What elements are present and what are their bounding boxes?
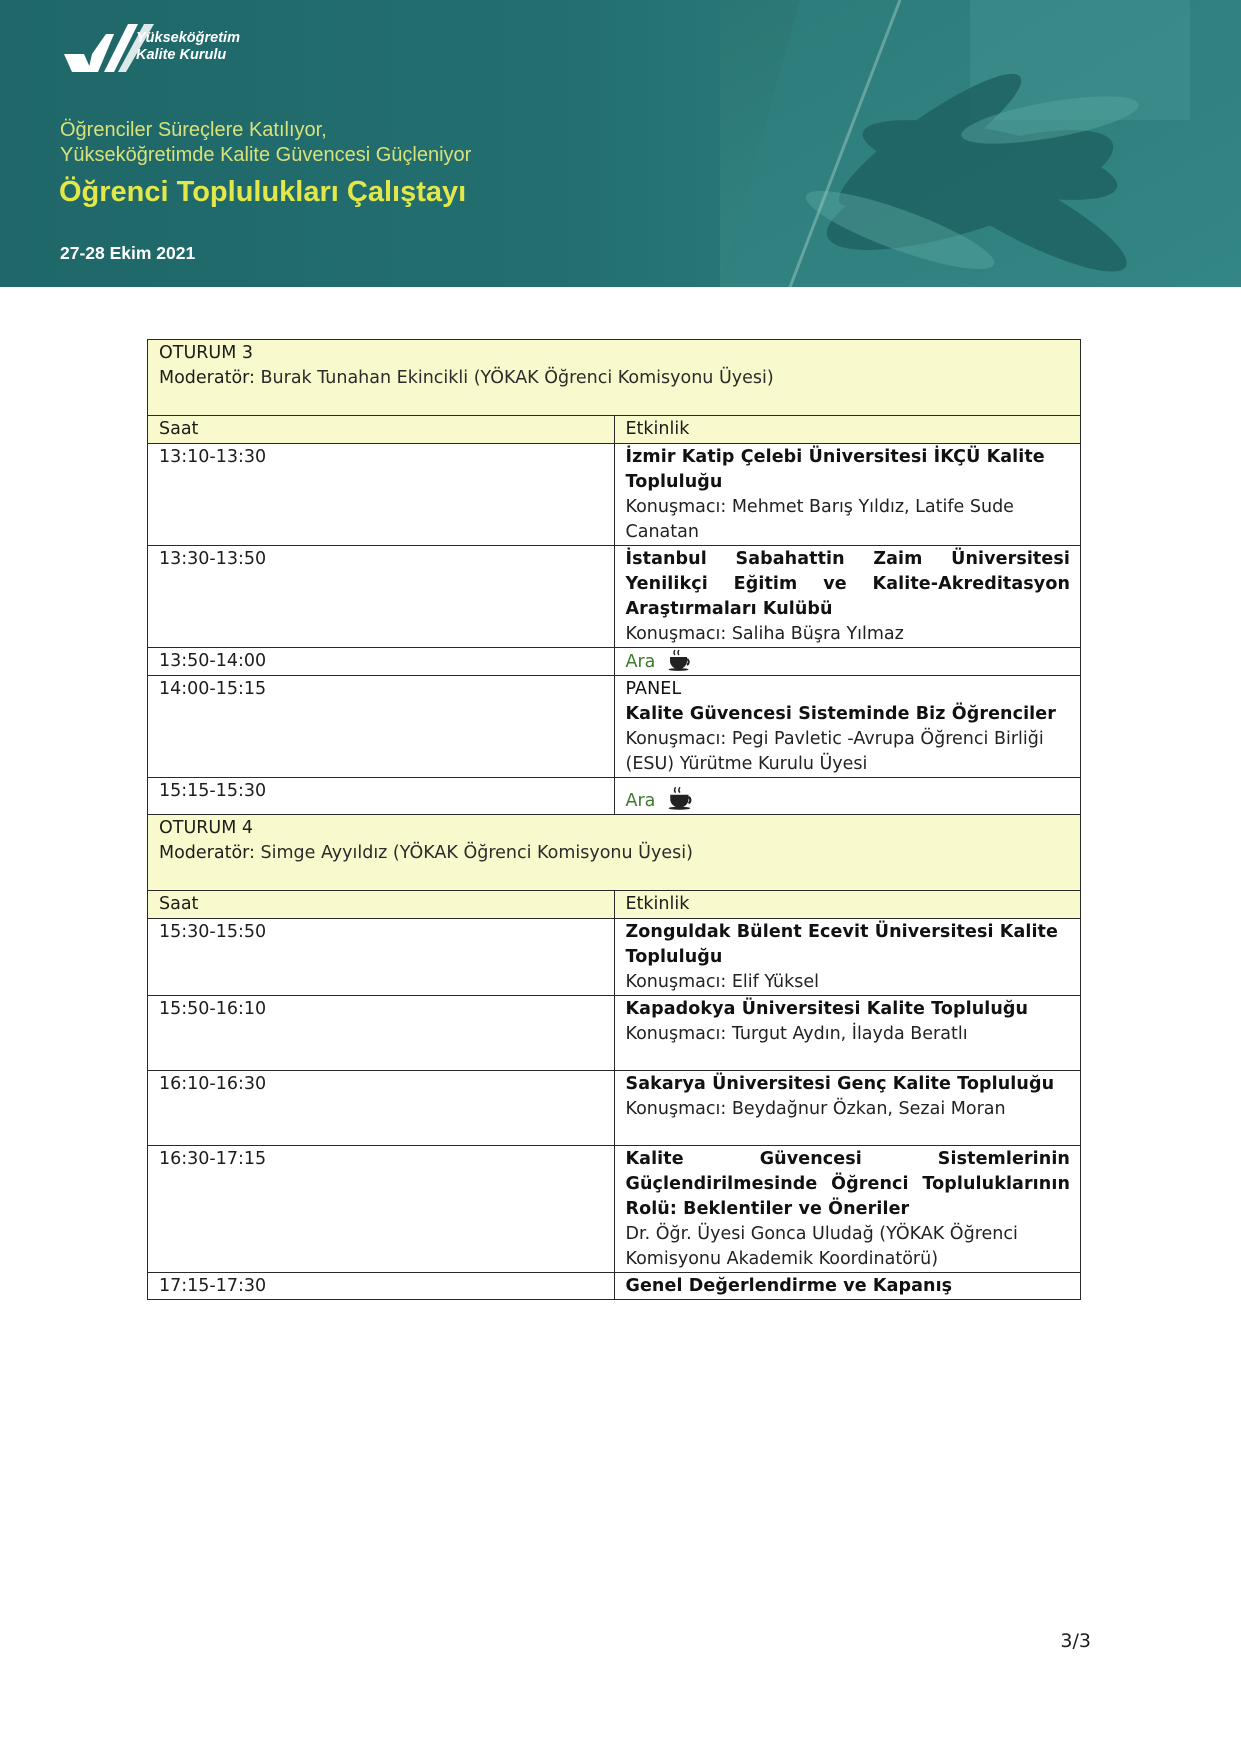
table-row [148, 996, 1081, 1071]
moderator-line [159, 366, 1070, 391]
logo-line-1: Yükseköğretim [136, 30, 240, 46]
table-row [148, 778, 1081, 815]
row-time: 16:30-17:15 [148, 1146, 615, 1273]
row-time: 13:30-13:50 [148, 546, 615, 648]
row-activity [614, 996, 1081, 1071]
logo-text [136, 30, 240, 64]
logo-line-2: Kalite Kurulu [136, 47, 227, 63]
table-row [148, 546, 1081, 648]
session-header [148, 815, 1081, 891]
activity-speaker: Konuşmacı: Beydağnur Özkan, Sezai Moran [625, 1099, 1006, 1119]
row-time: 17:15-17:30 [148, 1273, 615, 1300]
page-number: 3/3 [1060, 1630, 1091, 1652]
session-header [148, 340, 1081, 416]
col-header-activity: Etkinlik [614, 416, 1081, 444]
row-time: 15:15-15:30 [148, 778, 615, 815]
row-activity [614, 1146, 1081, 1273]
break-label: Ara [625, 791, 656, 811]
tagline [60, 118, 471, 168]
activity-speaker: Konuşmacı: Saliha Büşra Yılmaz [625, 624, 904, 644]
session-3-table [147, 339, 1081, 815]
activity-speaker: Dr. Öğr. Üyesi Gonca Uludağ (YÖKAK Öğrenci Komisyonu Akademik Koordinatörü) [625, 1224, 1018, 1269]
header-banner [0, 0, 1241, 287]
moderator-label: Moderatör: [159, 843, 255, 863]
tagline-line-2: Yükseköğretimde Kalite Güvencesi Güçleniyor [60, 144, 472, 166]
row-activity [614, 444, 1081, 546]
table-row [148, 1146, 1081, 1273]
table-row [148, 648, 1081, 676]
activity-title: İzmir Katip Çelebi Üniversitesi İKÇÜ Kalite Topluluğu [625, 447, 1045, 492]
activity-title: Zonguldak Bülent Ecevit Üniversitesi Kalite Topluluğu [625, 922, 1058, 967]
activity-title: Kalite Güvencesi Sisteminde Biz Öğrenciler [625, 704, 1056, 724]
event-title: Öğrenci Toplulukları Çalıştayı [59, 176, 467, 208]
coffee-cup-icon [667, 786, 695, 810]
activity-title: Genel Değerlendirme ve Kapanış [625, 1276, 953, 1296]
activity-label: PANEL [625, 679, 682, 699]
table-row [148, 444, 1081, 546]
schedule [147, 339, 1081, 1300]
col-header-time: Saat [148, 416, 615, 444]
activity-title: Kalite Güvencesi Sistemlerinin Güçlendirilmesinde Öğrenci Topluluklarının Rolü: Beklentiler ve Öneriler [625, 1149, 1070, 1219]
activity-speaker: Konuşmacı: Mehmet Barış Yıldız, Latife Sude Canatan [625, 497, 1014, 542]
activity-title: Sakarya Üniversitesi Genç Kalite Topluluğu [625, 1074, 1055, 1094]
moderator-line [159, 841, 1070, 866]
row-activity [614, 648, 1081, 676]
break-label: Ara [625, 652, 656, 672]
coffee-cup-icon [667, 649, 693, 671]
moderator-label: Moderatör: [159, 368, 255, 388]
moderator-name: Burak Tunahan Ekincikli (YÖKAK Öğrenci Komisyonu Üyesi) [260, 368, 774, 388]
activity-title: Kapadokya Üniversitesi Kalite Topluluğu [625, 999, 1029, 1019]
row-time: 15:50-16:10 [148, 996, 615, 1071]
session-header-cell [148, 815, 1081, 891]
col-header-time: Saat [148, 891, 615, 919]
row-activity [614, 676, 1081, 778]
row-activity [614, 778, 1081, 815]
row-activity [614, 919, 1081, 996]
session-name: OTURUM 3 [159, 343, 254, 363]
tagline-line-1: Öğrenciler Süreçlere Katılıyor, [60, 119, 327, 141]
table-row [148, 919, 1081, 996]
row-time: 14:00-15:15 [148, 676, 615, 778]
table-row [148, 676, 1081, 778]
moderator-name: Simge Ayyıldız (YÖKAK Öğrenci Komisyonu Üyesi) [260, 843, 693, 863]
row-activity [614, 546, 1081, 648]
session-4-table [147, 814, 1081, 1300]
table-row [148, 1273, 1081, 1300]
activity-speaker: Konuşmacı: Elif Yüksel [625, 972, 819, 992]
session-header-cell [148, 340, 1081, 416]
column-header-row [148, 891, 1081, 919]
column-header-row [148, 416, 1081, 444]
activity-title: İstanbul Sabahattin Zaim Üniversitesi Yenilikçi Eğitim ve Kalite-Akreditasyon Araştırmaları Kulübü [625, 549, 1070, 619]
session-name: OTURUM 4 [159, 818, 254, 838]
col-header-activity: Etkinlik [614, 891, 1081, 919]
row-activity [614, 1071, 1081, 1146]
teamwork-hands-photo [720, 0, 1241, 287]
row-time: 13:50-14:00 [148, 648, 615, 676]
row-time: 16:10-16:30 [148, 1071, 615, 1146]
activity-speaker: Konuşmacı: Turgut Aydın, İlayda Beratlı [625, 1024, 968, 1044]
activity-speaker: Konuşmacı: Pegi Pavletic -Avrupa Öğrenci Birliği (ESU) Yürütme Kurulu Üyesi [625, 729, 1044, 774]
row-time: 15:30-15:50 [148, 919, 615, 996]
row-activity [614, 1273, 1081, 1300]
row-time: 13:10-13:30 [148, 444, 615, 546]
table-row [148, 1071, 1081, 1146]
event-date: 27-28 Ekim 2021 [60, 243, 196, 263]
